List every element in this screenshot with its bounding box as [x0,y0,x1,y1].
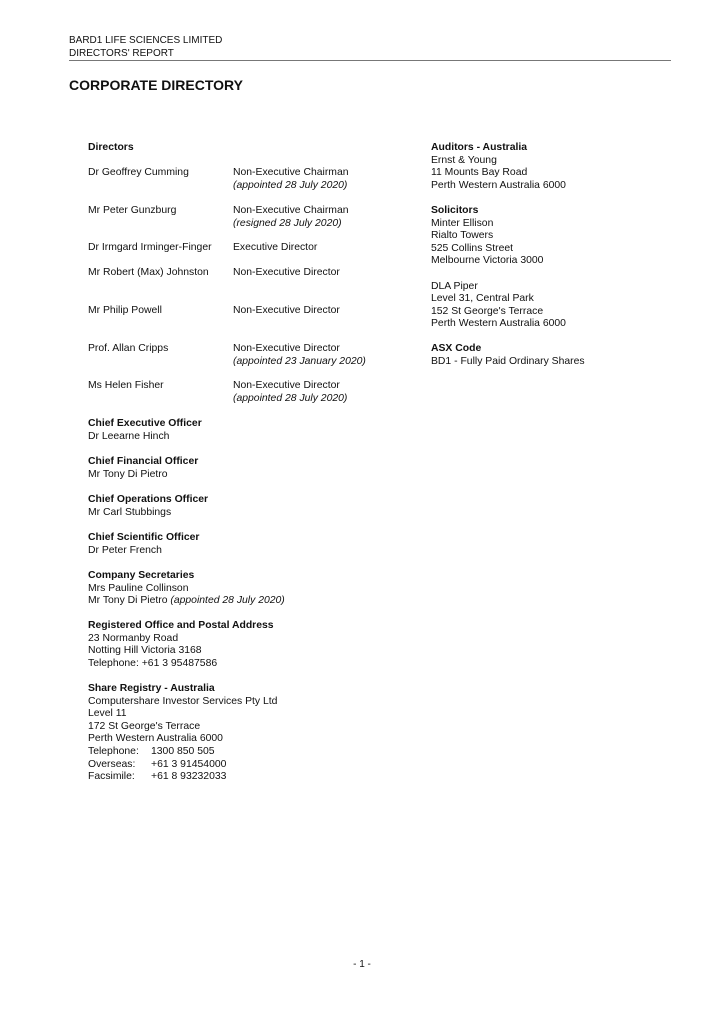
cso-block [88,532,199,557]
solicitor-line: Melbourne Victoria 3000 [431,255,544,267]
secretary-name: Mr Tony Di Pietro [88,595,168,607]
director-name: Mr Robert (Max) Johnston [88,267,209,278]
share-registry-line: Level 11 [88,708,127,720]
director-note: (appointed 23 January 2020) [233,355,366,367]
telephone-row [88,746,277,759]
overseas-row [88,759,277,772]
secretary-note: (appointed 28 July 2020) [170,595,285,607]
secretary-name: Mrs Pauline Collinson [88,582,189,594]
secretaries-block [88,570,285,608]
solicitor-line: DLA Piper [431,280,478,292]
secretary-row [88,595,285,608]
registered-office-line: Telephone: +61 3 95487586 [88,657,218,669]
telephone-value: 1300 850 505 [151,745,215,757]
director-name: Dr Geoffrey Cumming [88,167,189,178]
auditors-line: Perth Western Australia 6000 [431,179,566,191]
registered-office-block [88,620,274,670]
registered-office-line: Notting Hill Victoria 3168 [88,645,202,657]
facsimile-row [88,771,277,784]
director-role: Non-Executive Director [233,305,340,316]
overseas-value: +61 3 91454000 [151,758,227,770]
solicitor-line: Minter Ellison [431,217,494,229]
cfo-heading: Chief Financial Officer [88,456,199,467]
cfo-block [88,456,198,481]
share-registry-line: 172 St George's Terrace [88,720,201,732]
header-divider [69,60,671,61]
director-role: Executive Director [233,242,318,253]
coo-heading: Chief Operations Officer [88,494,209,505]
asx-value: BD1 - Fully Paid Ordinary Shares [431,355,585,367]
auditors-line: 11 Mounts Bay Road [431,167,528,179]
spacer [431,268,566,281]
auditors-line: Ernst & Young [431,154,497,166]
solicitor-line: Level 31, Central Park [431,293,534,305]
ceo-heading: Chief Executive Officer [88,418,202,429]
director-role: Non-Executive Chairman [233,205,349,216]
solicitor-line: Perth Western Australia 6000 [431,318,566,330]
solicitor-line: Rialto Towers [431,230,494,242]
director-role-block [233,380,347,405]
director-role: Non-Executive Chairman [233,167,349,178]
share-registry-block [88,683,277,784]
ceo-block [88,418,202,443]
share-registry-line: Computershare Investor Services Pty Ltd [88,695,278,707]
director-note: (resigned 28 July 2020) [233,217,342,229]
registered-office-heading: Registered Office and Postal Address [88,620,274,631]
auditors-block [431,142,566,192]
director-name: Mr Philip Powell [88,305,162,316]
registered-office-line: 23 Normanby Road [88,632,179,644]
director-note: (appointed 28 July 2020) [233,179,348,191]
director-role-block [233,167,349,192]
director-name: Ms Helen Fisher [88,380,164,391]
overseas-label: Overseas: [88,758,136,770]
coo-block [88,494,208,519]
director-name: Mr Peter Gunzburg [88,205,177,216]
solicitors-heading: Solicitors [431,205,479,216]
company-name: BARD1 LIFE SCIENCES LIMITED [69,35,223,46]
facsimile-value: +61 8 93232033 [151,771,227,783]
director-name: Dr Irmgard Irminger-Finger [88,242,212,253]
asx-block [431,343,585,368]
asx-heading: ASX Code [431,343,482,354]
director-role: Non-Executive Director [233,343,340,354]
solicitor-line: 152 St George's Terrace [431,305,544,317]
solicitors-block [431,205,566,331]
secretaries-heading: Company Secretaries [88,570,195,581]
solicitor-line: 525 Collins Street [431,242,514,254]
cfo-name: Mr Tony Di Pietro [88,468,168,480]
director-role-block [233,343,366,368]
facsimile-label: Facsimile: [88,771,135,783]
auditors-heading: Auditors - Australia [431,142,528,153]
document-header [69,35,222,60]
directors-heading: Directors [88,142,134,153]
ceo-name: Dr Leearne Hinch [88,430,170,442]
cso-name: Dr Peter French [88,544,162,556]
share-registry-line: Perth Western Australia 6000 [88,733,223,745]
director-role: Non-Executive Director [233,380,340,391]
page-title: CORPORATE DIRECTORY [69,77,243,93]
coo-name: Mr Carl Stubbings [88,506,172,518]
telephone-label: Telephone: [88,745,139,757]
director-name: Prof. Allan Cripps [88,343,169,354]
director-role-block [233,205,349,230]
report-name: DIRECTORS' REPORT [69,47,174,59]
share-registry-heading: Share Registry - Australia [88,683,215,694]
director-role: Non-Executive Director [233,267,340,278]
director-note: (appointed 28 July 2020) [233,392,348,404]
page-number: - 1 - [353,959,371,970]
cso-heading: Chief Scientific Officer [88,532,200,543]
